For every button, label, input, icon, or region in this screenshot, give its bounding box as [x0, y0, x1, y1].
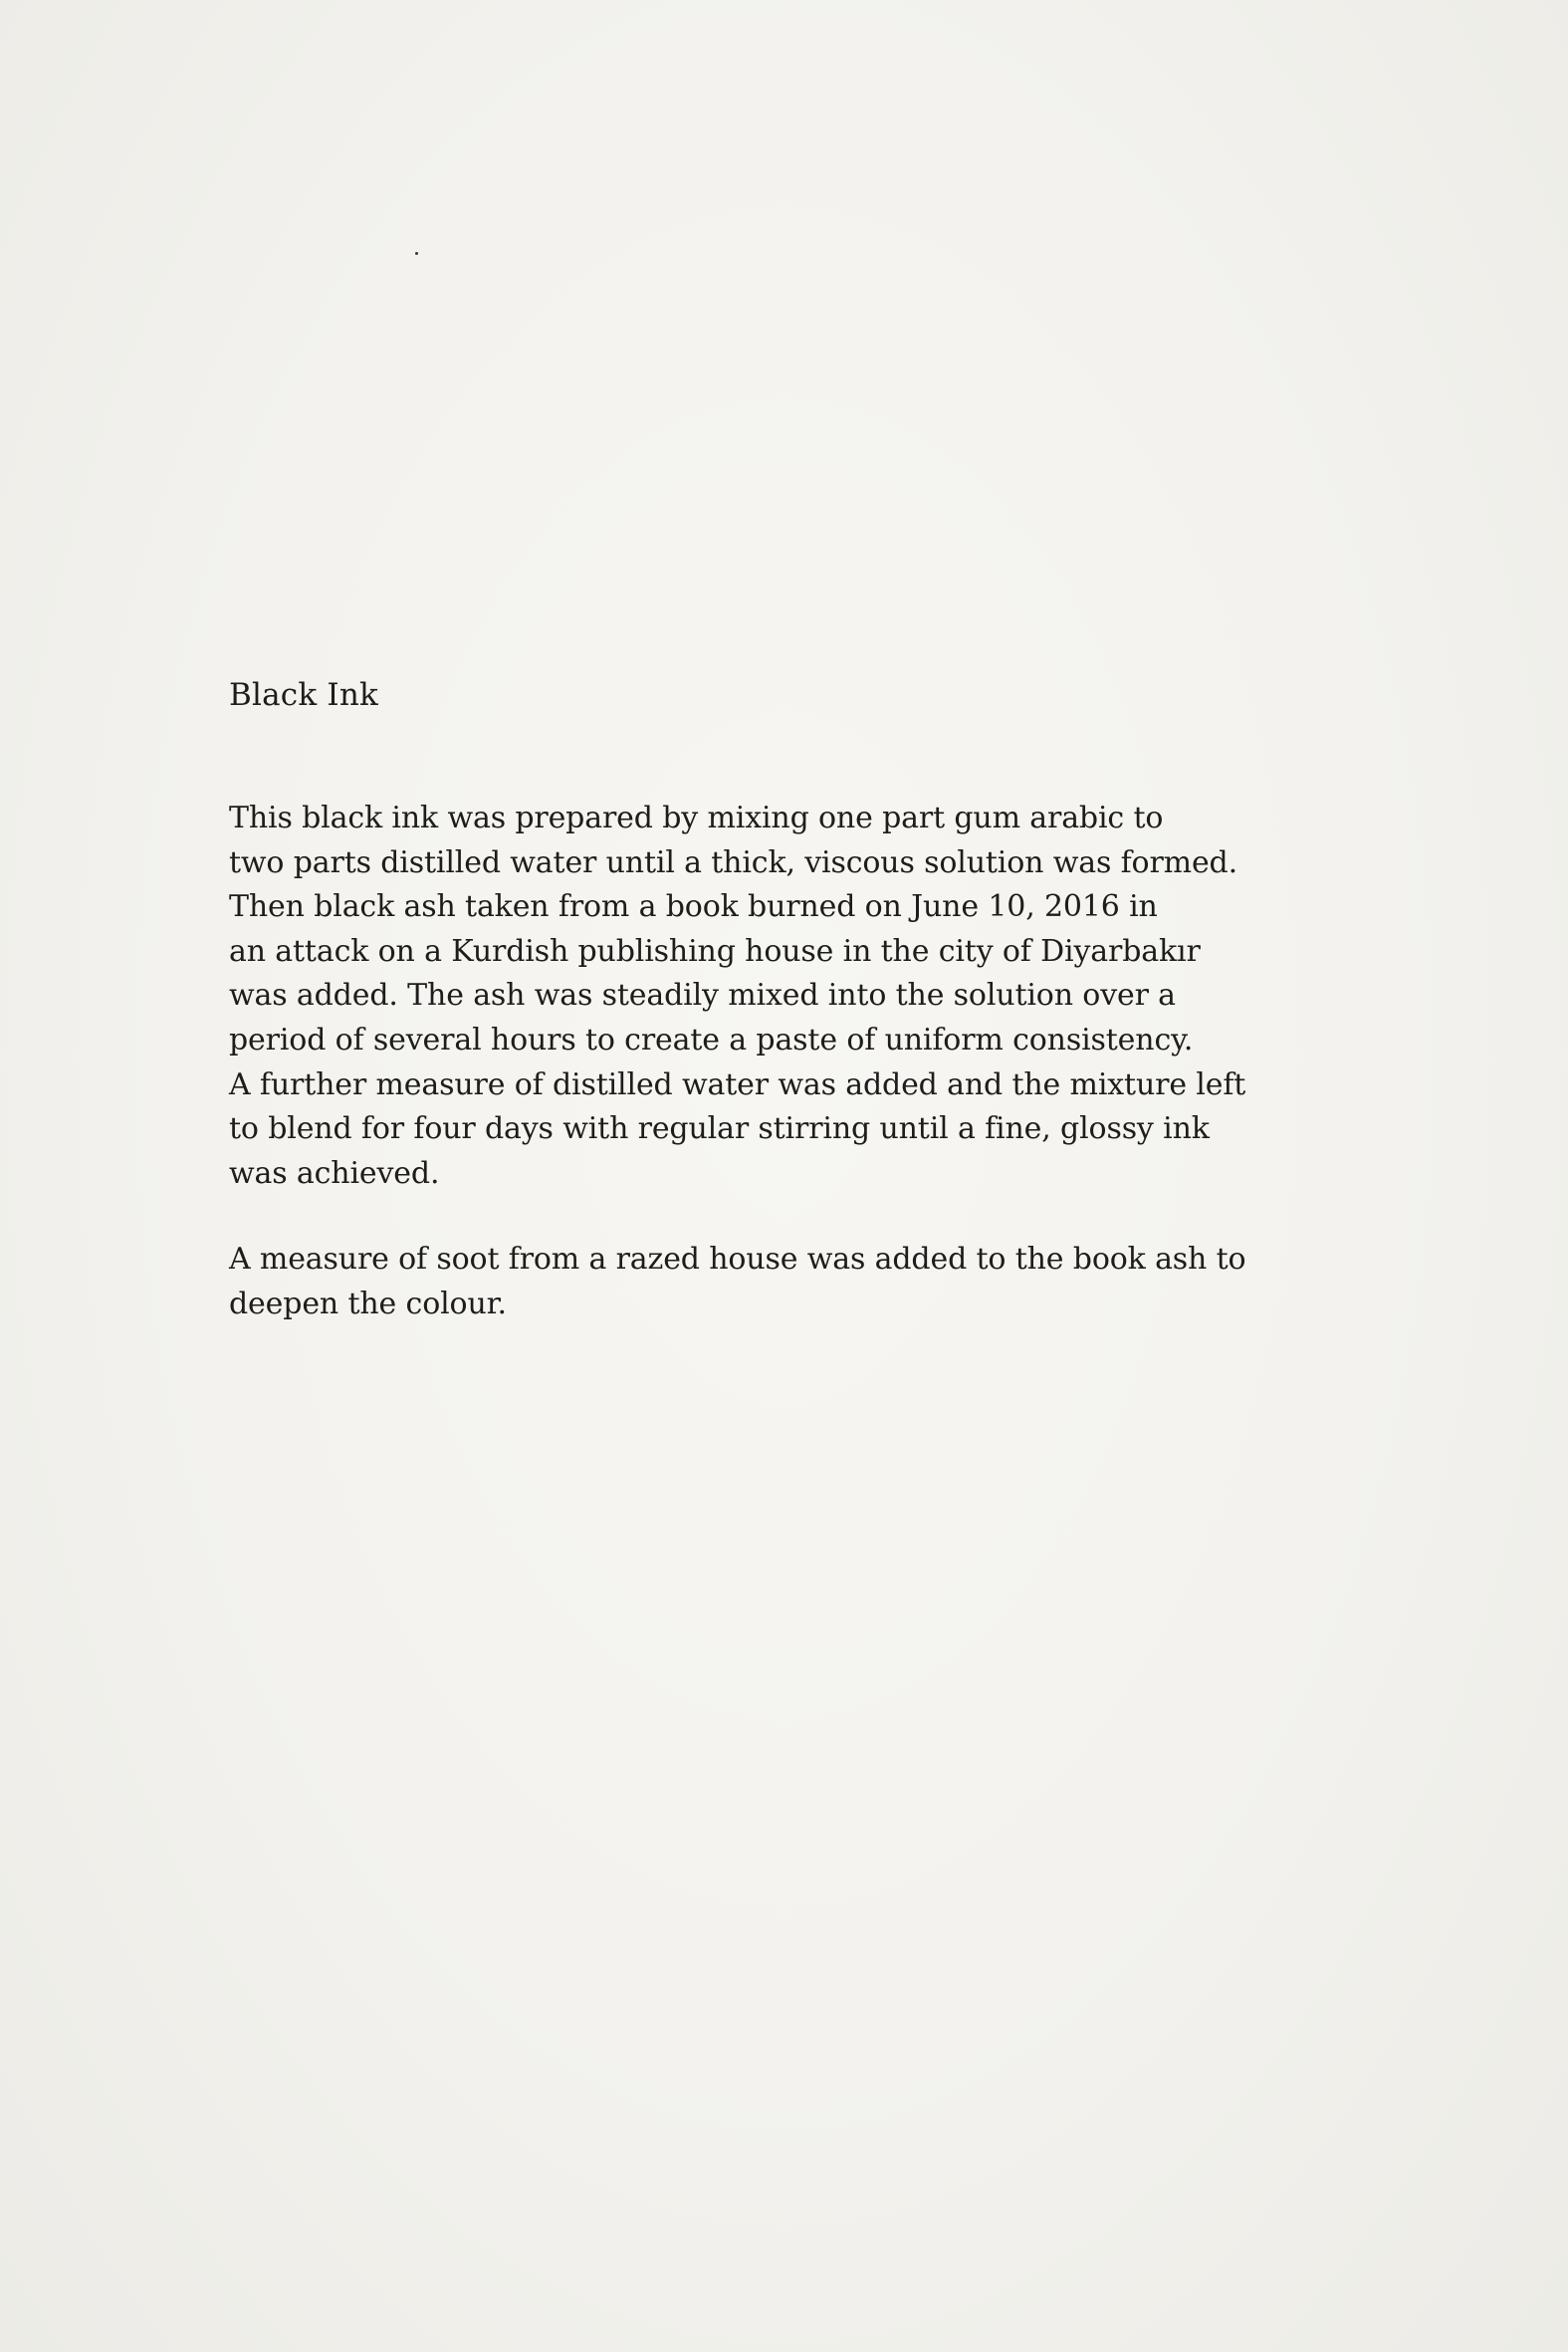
- text-line: Then black ash taken from a book burned on June 10, 2016 in: [229, 889, 1158, 925]
- text-line: This black ink was prepared by mixing one part gum arabic to: [229, 801, 1164, 835]
- text-line: A measure of soot from a razed house was added to the book ash to: [229, 1242, 1246, 1278]
- paper-speck: [415, 252, 418, 255]
- text-line: was achieved.: [229, 1155, 440, 1191]
- text-line: two parts distilled water until a thick, viscous solution was formed.: [229, 844, 1237, 880]
- body-text: [229, 797, 1463, 1327]
- text-line: A further measure of distilled water was added and the mixture left: [229, 1066, 1246, 1102]
- paragraph-preparation: [229, 797, 1463, 1196]
- paragraph-soot: [229, 1238, 1463, 1326]
- text-line: to blend for four days with regular stirring until a fine, glossy ink: [229, 1111, 1210, 1147]
- page-title: Black Ink: [229, 677, 378, 713]
- text-line: was added. The ash was steadily mixed into the solution over a: [229, 978, 1176, 1014]
- text-line: an attack on a Kurdish publishing house in the city of Diyarbakır: [229, 933, 1201, 969]
- text-line: deepen the colour.: [229, 1286, 507, 1321]
- text-line: period of several hours to create a paste of uniform consistency.: [229, 1022, 1194, 1058]
